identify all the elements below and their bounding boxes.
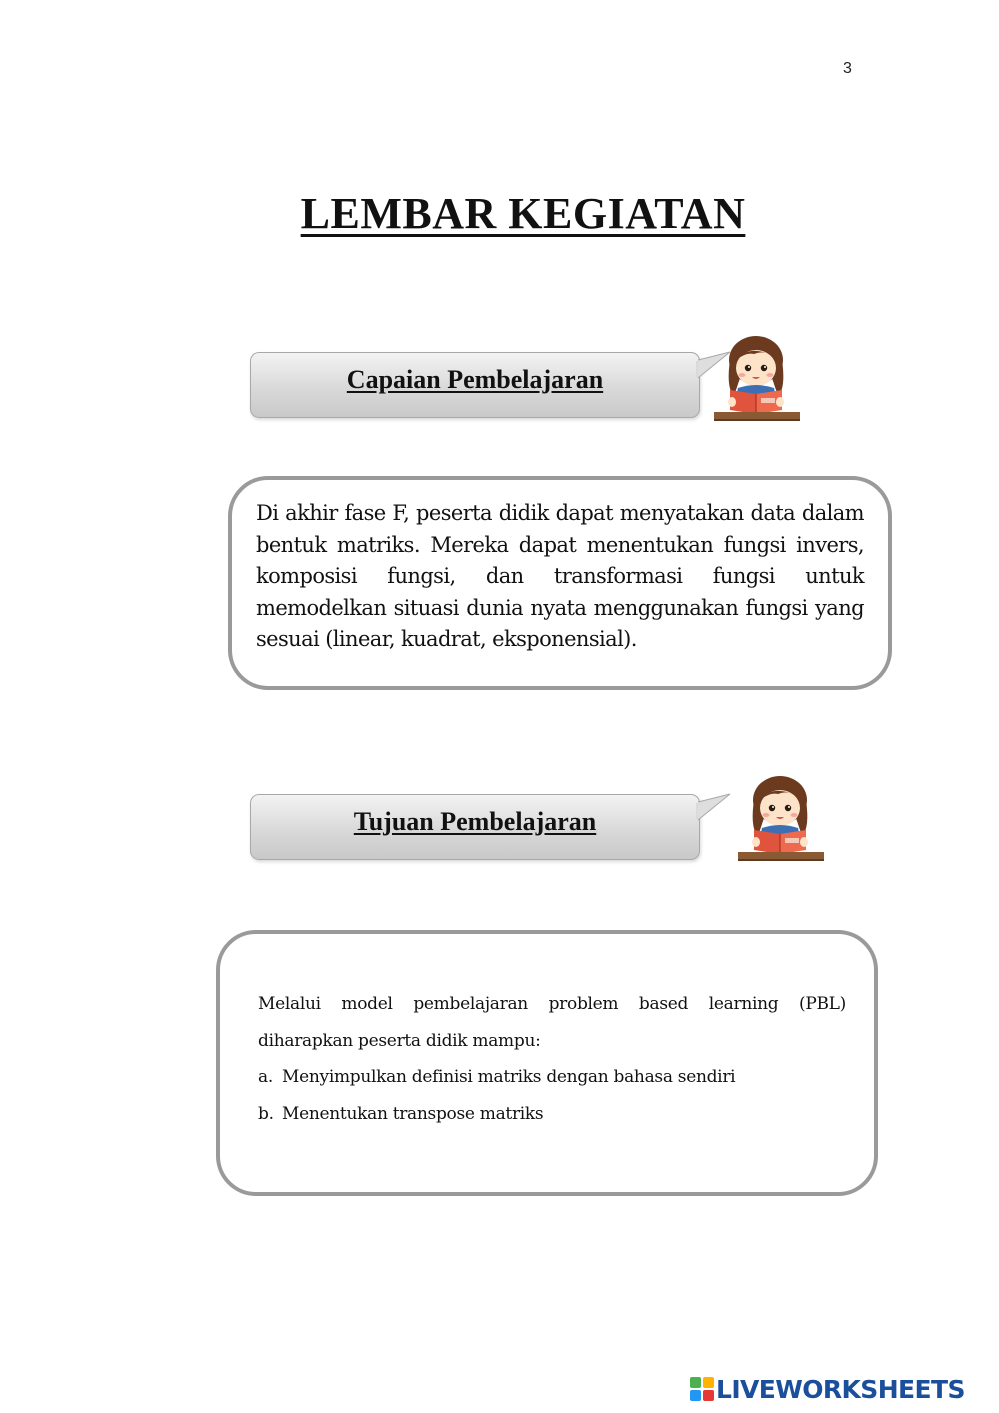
goal-text: Menyimpulkan definisi matriks dengan bahasa sendiri [282,1067,736,1087]
capaian-text-box [228,476,892,690]
goal-marker: a. [258,1067,273,1087]
liveworksheets-logo-icon [690,1377,714,1401]
goal-item-a [258,1067,735,1087]
capaian-heading: Capaian Pembelajaran [346,365,604,394]
page-title: LEMBAR KEGIATAN [300,189,746,238]
goal-marker: b. [258,1104,274,1124]
capaian-description: Di akhir fase F, peserta didik dapat menyatakan data dalam bentuk matriks. Mereka dapat menentukan fungsi invers, komposisi fungsi, dan transformasi fungsi untuk memodelkan situasi dunia nyata menggunakan fungsi yang sesuai (linear, kuadrat, eksponensial). [256,501,864,651]
girl-reading-icon [730,770,830,862]
tujuan-intro: Melalui model pembelajaran problem based learning (PBL) diharapkan peserta didik mampu: [258,994,846,1051]
capaian-banner [250,352,700,418]
goal-text: Menentukan transpose matriks [282,1104,544,1124]
girl-reading-icon [706,330,806,422]
page-number: 3 [843,60,852,77]
tujuan-heading: Tujuan Pembelajaran [353,807,597,836]
tujuan-text-box [216,930,878,1196]
liveworksheets-logo[interactable] [690,1374,965,1404]
speech-bubble-tail [696,792,732,826]
tujuan-banner [250,794,700,860]
logo-text: LIVEWORKSHEETS [716,1374,965,1404]
goal-item-b [258,1104,543,1124]
